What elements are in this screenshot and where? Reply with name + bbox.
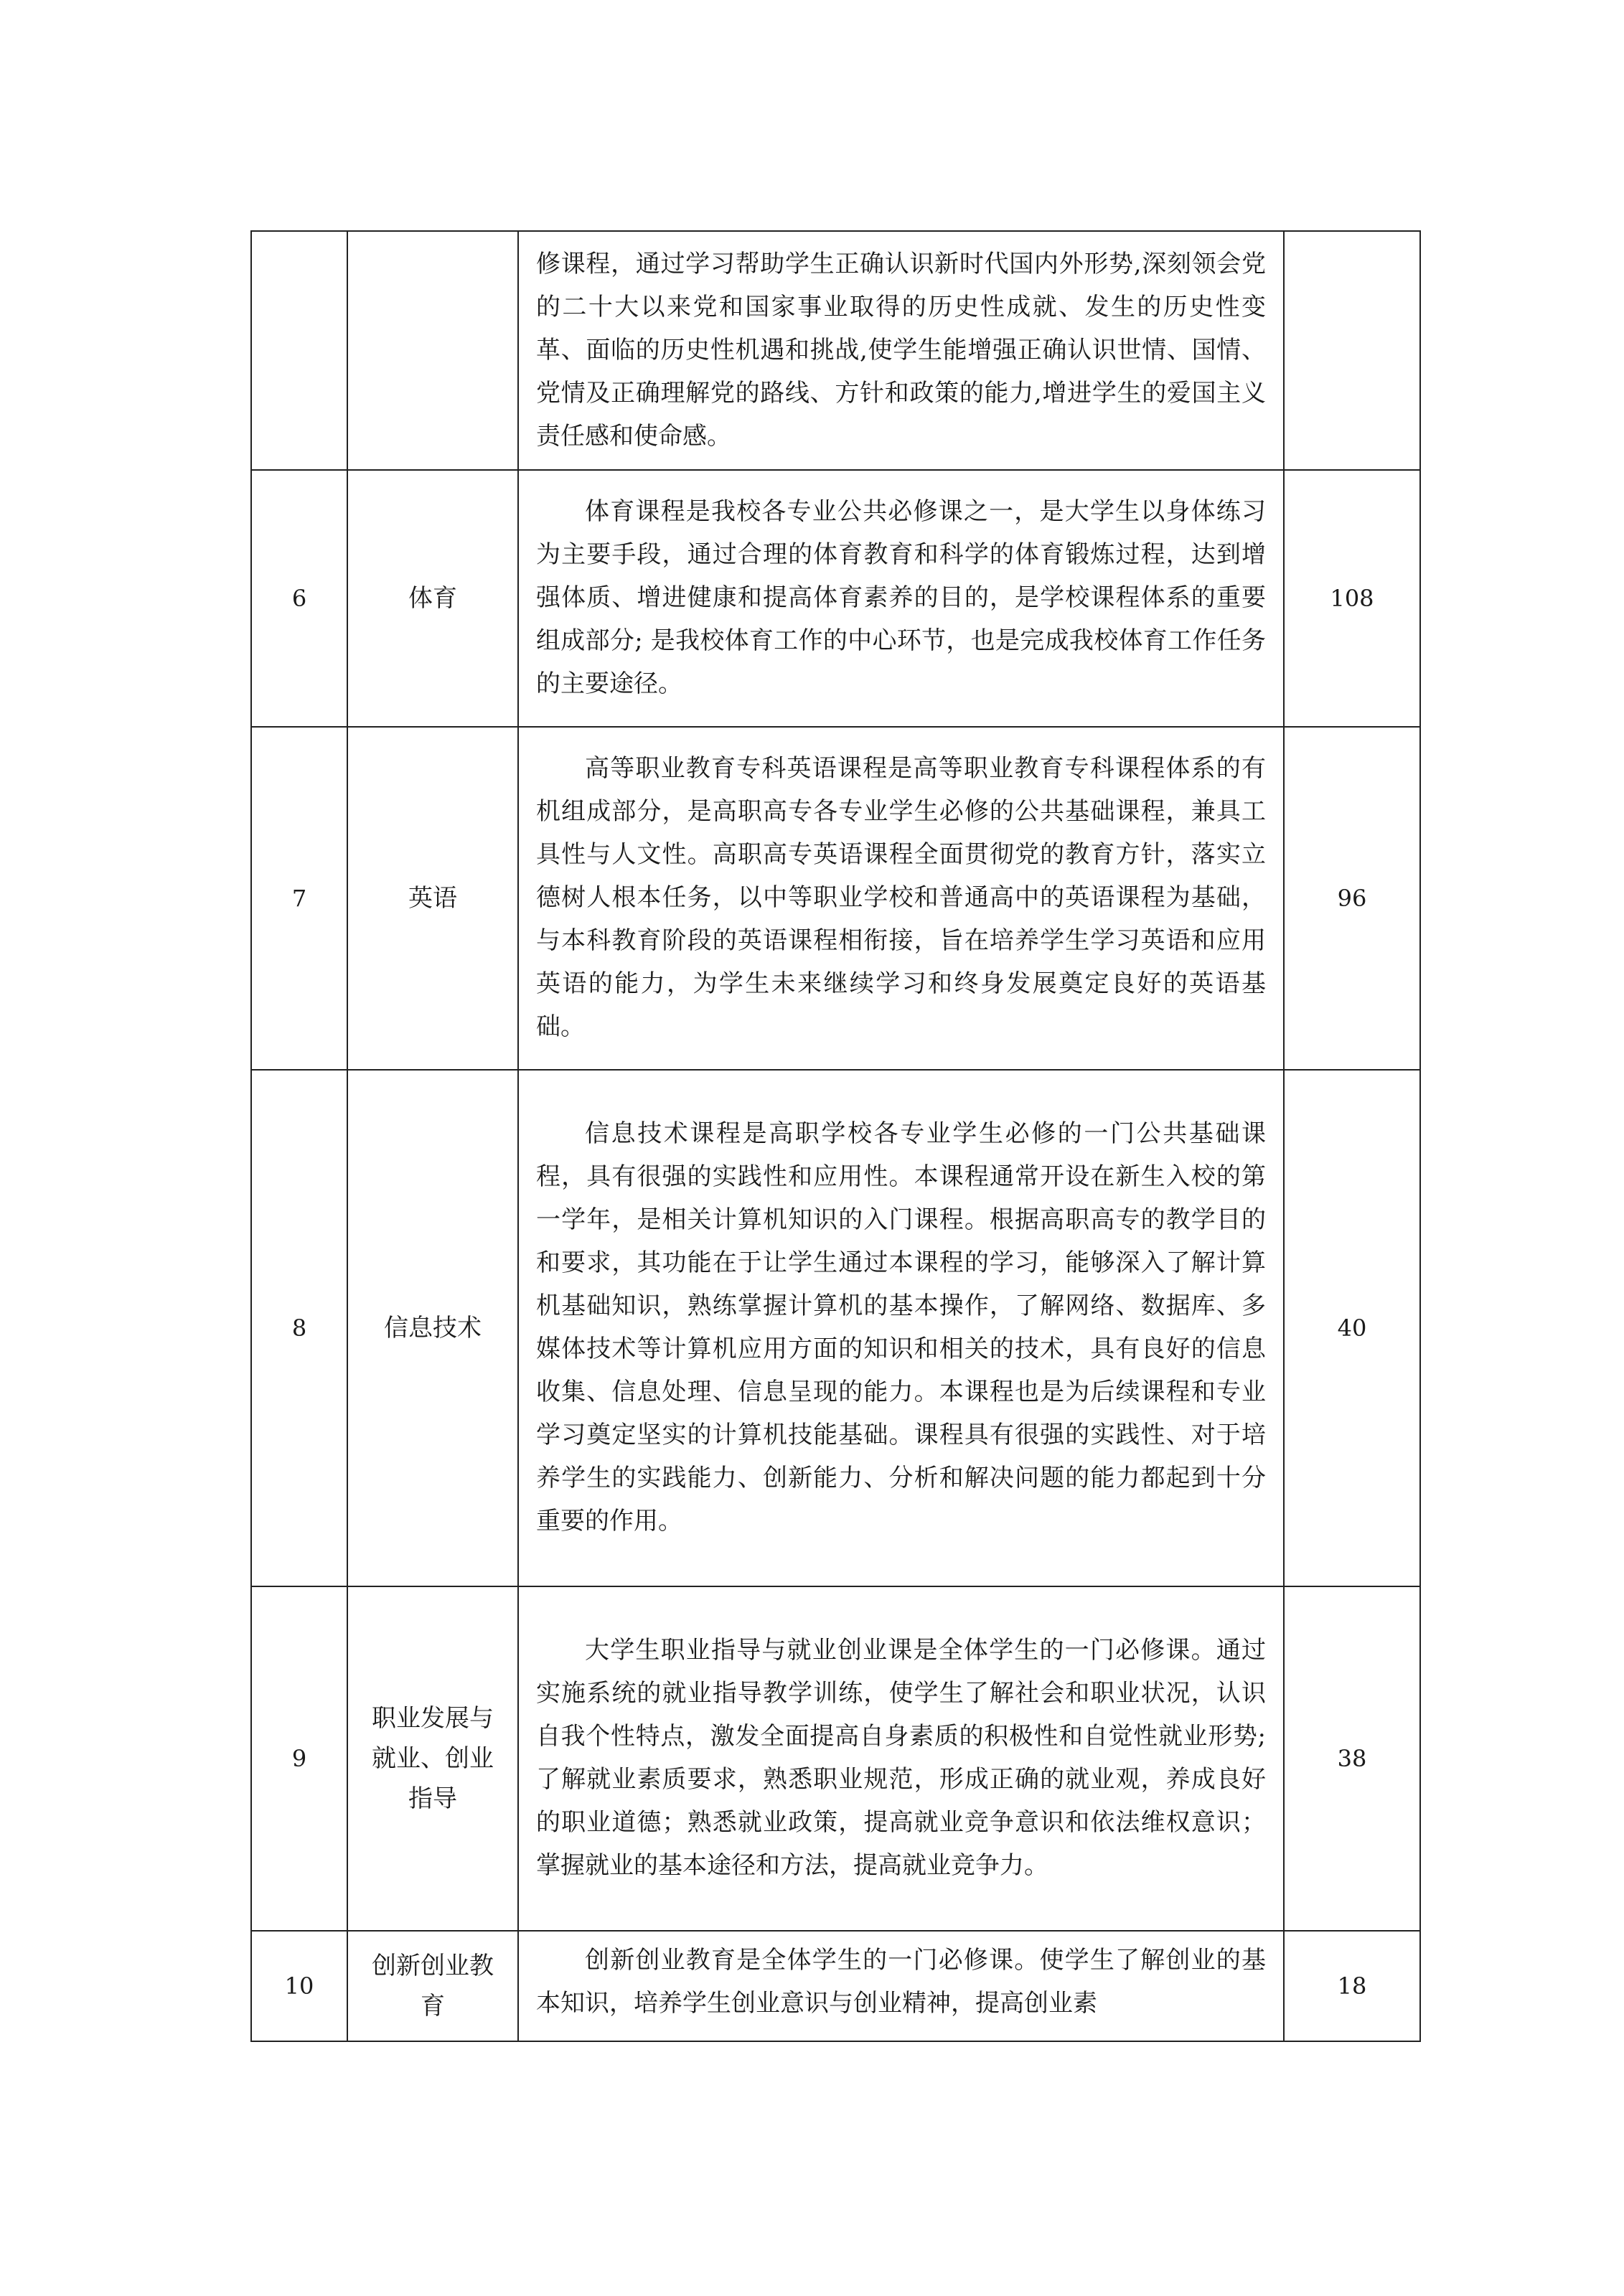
course-description: 信息技术课程是高职学校各专业学生必修的一门公共基础课程，具有很强的实践性和应用性。本课程通常开设在新生入校的第一学年，是相关计算机知识的入门课程。根据高职高专的教学目的和要求，其功能在于让学生通过本课程的学习，能够深入了解计算机基础知识，熟练掌握计算机的基本操作，了解网络、数据库、多媒体技术等计算机应用方面的知识和相关的技术，具有良好的信息收集、信息处理、信息呈现的能力。本课程也是为后续课程和专业学习奠定坚实的计算机技能基础。课程具有很强的实践性、对于培养学生的实践能力、创新能力、分析和解决问题的能力都起到十分重要的作用。	[518, 1070, 1284, 1586]
table-row	[251, 1070, 1420, 1586]
course-number: 9	[251, 1586, 347, 1931]
course-name: 体育	[347, 470, 518, 727]
course-name	[347, 231, 518, 470]
course-number: 10	[251, 1931, 347, 2041]
course-name: 英语	[347, 727, 518, 1070]
table-row	[251, 470, 1420, 727]
course-number	[251, 231, 347, 470]
course-name: 职业发展与就业、创业指导	[347, 1586, 518, 1931]
course-number: 8	[251, 1070, 347, 1586]
course-hours: 108	[1284, 470, 1420, 727]
table-row	[251, 1586, 1420, 1931]
course-hours	[1284, 231, 1420, 470]
course-name: 创新创业教育	[347, 1931, 518, 2041]
course-hours: 38	[1284, 1586, 1420, 1931]
course-description: 大学生职业指导与就业创业课是全体学生的一门必修课。通过实施系统的就业指导教学训练，使学生了解社会和职业状况，认识自我个性特点，激发全面提高自身素质的积极性和自觉性就业形势; 了解就业素质要求，熟悉职业规范，形成正确的就业观，养成良好的职业道德；熟悉就业政策，提高就业竞争意识和依法维权意识；掌握就业的基本途径和方法，提高就业竞争力。	[518, 1586, 1284, 1931]
course-name: 信息技术	[347, 1070, 518, 1586]
table-row	[251, 1931, 1420, 2041]
course-hours: 18	[1284, 1931, 1420, 2041]
course-description: 高等职业教育专科英语课程是高等职业教育专科课程体系的有机组成部分，是高职高专各专业学生必修的公共基础课程，兼具工具性与人文性。高职高专英语课程全面贯彻党的教育方针，落实立德树人根本任务，以中等职业学校和普通高中的英语课程为基础，与本科教育阶段的英语课程相衔接，旨在培养学生学习英语和应用英语的能力，为学生未来继续学习和终身发展奠定良好的英语基础。	[518, 727, 1284, 1070]
course-number: 6	[251, 470, 347, 727]
course-hours: 96	[1284, 727, 1420, 1070]
course-hours: 40	[1284, 1070, 1420, 1586]
table-row	[251, 727, 1420, 1070]
course-table	[250, 230, 1421, 2042]
course-description: 修课程，通过学习帮助学生正确认识新时代国内外形势,深刻领会党的二十大以来党和国家事业取得的历史性成就、发生的历史性变革、面临的历史性机遇和挑战,使学生能增强正确认识世情、国情、党情及正确理解党的路线、方针和政策的能力,增进学生的爱国主义责任感和使命感。	[518, 231, 1284, 470]
course-description: 创新创业教育是全体学生的一门必修课。使学生了解创业的基本知识，培养学生创业意识与创业精神，提高创业素	[518, 1931, 1284, 2041]
table-row	[251, 231, 1420, 470]
course-number: 7	[251, 727, 347, 1070]
course-description: 体育课程是我校各专业公共必修课之一，是大学生以身体练习为主要手段，通过合理的体育教育和科学的体育锻炼过程，达到增强体质、增进健康和提高体育素养的目的，是学校课程体系的重要组成部分; 是我校体育工作的中心环节，也是完成我校体育工作任务的主要途径。	[518, 470, 1284, 727]
